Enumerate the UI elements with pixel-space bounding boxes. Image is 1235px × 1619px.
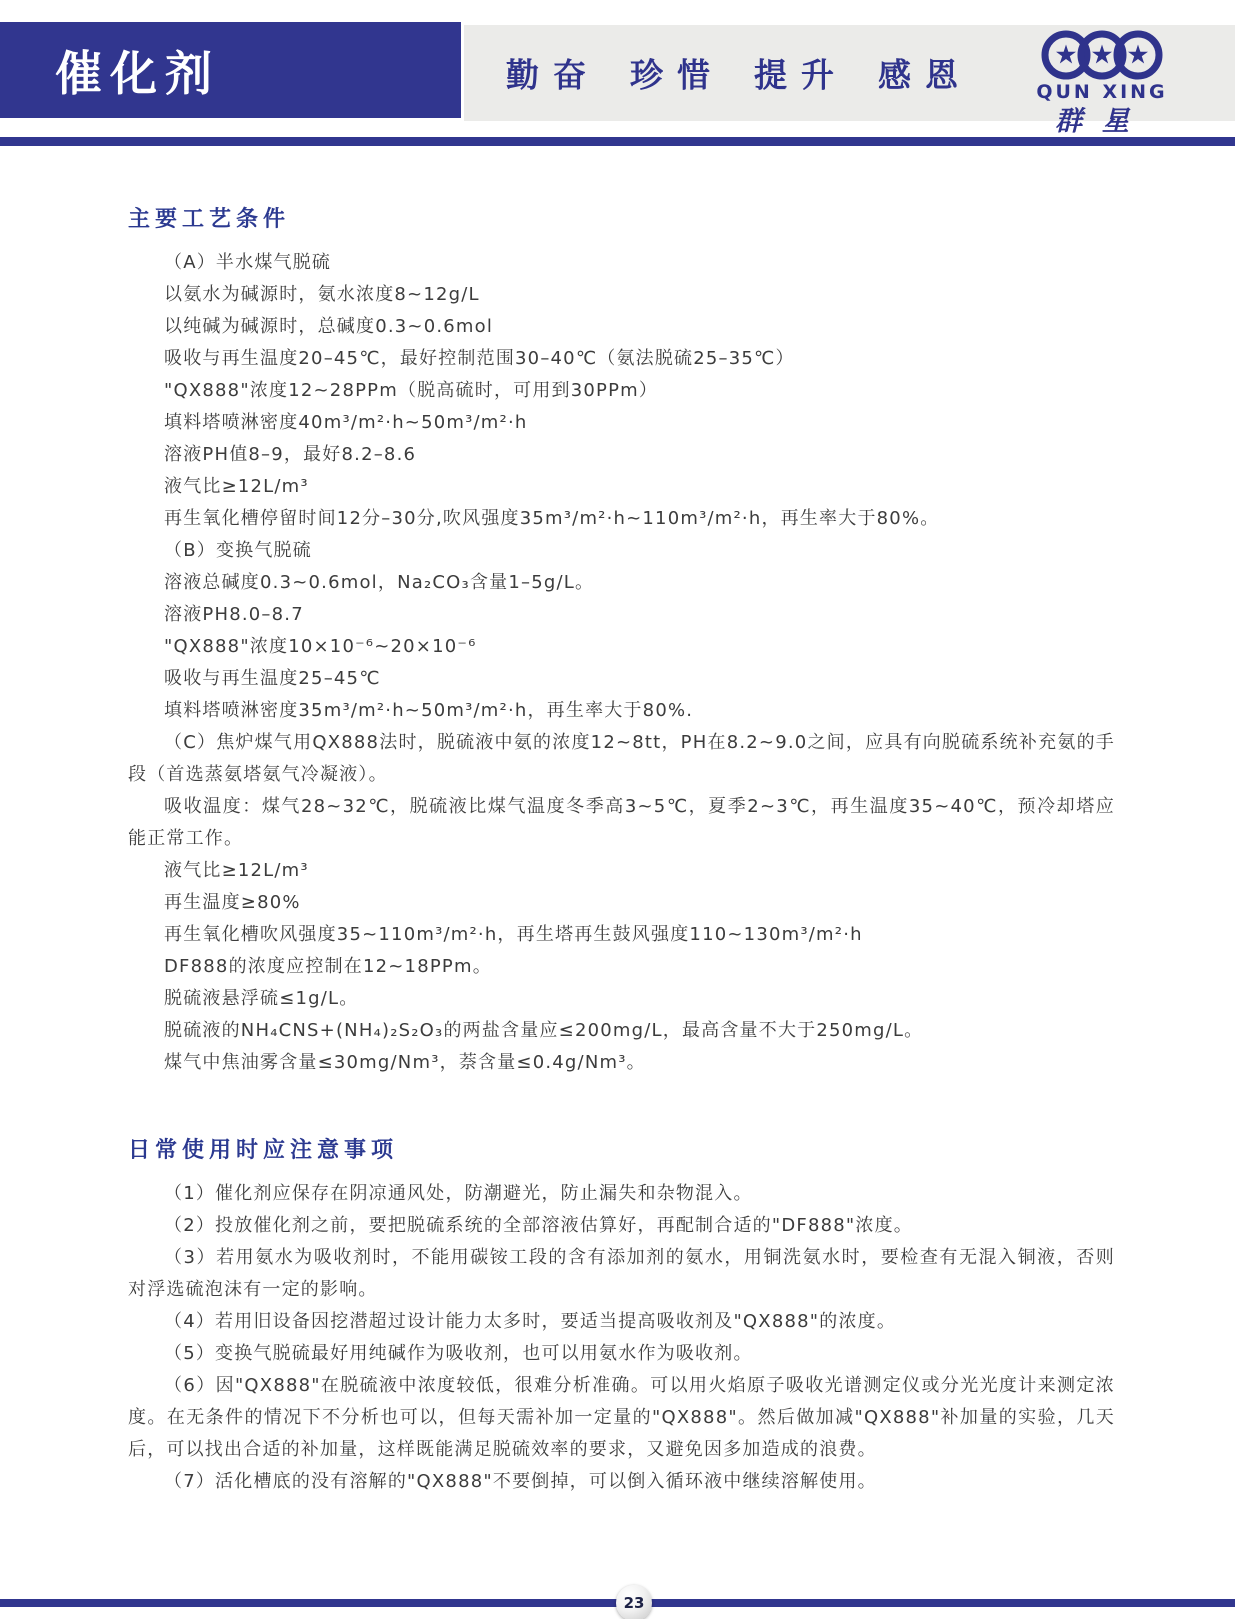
paragraph: 吸收与再生温度25–45℃: [164, 668, 381, 689]
page-number: 23: [623, 1594, 645, 1612]
paragraph: "QX888"浓度12~28PPm（脱高硫时，可用到30PPm）: [164, 380, 659, 401]
paragraph: （4）若用旧设备因挖潜超过设计能力太多时，要适当提高吸收剂及"QX888"的浓度。: [164, 1311, 897, 1332]
paragraph: 液气比≥12L/m³: [164, 476, 309, 497]
paragraph: （7）活化槽底的没有溶解的"QX888"不要倒掉，可以倒入循环液中继续溶解使用。: [164, 1471, 877, 1492]
paragraph: 填料塔喷淋密度40m³/m²·h~50m³/m²·h: [164, 412, 528, 433]
section-heading-process-conditions: 主要工艺条件: [128, 207, 291, 232]
paragraph: （3）若用氨水为吸收剂时，不能用碳铵工段的含有添加剂的氨水，用铜洗氨水时，要检查有无混入铜液，否则对浮选硫泡沫有一定的影响。: [128, 1247, 1115, 1300]
page-title: 催化剂: [55, 46, 220, 102]
page-number-badge: [616, 1585, 652, 1619]
paragraph: （5）变换气脱硫最好用纯碱作为吸收剂，也可以用氨水作为吸收剂。: [164, 1343, 753, 1364]
paragraph: 以氨水为碱源时，氨水浓度8~12g/L: [164, 284, 480, 305]
paragraph: 以纯碱为碱源时，总碱度0.3~0.6mol: [164, 316, 494, 337]
document-body: [0, 146, 1235, 1498]
paragraph: 溶液PH8.0–8.7: [164, 604, 304, 625]
paragraph: （1）催化剂应保存在阴凉通风处，防潮避光，防止漏失和杂物混入。: [164, 1183, 753, 1204]
paragraph: 填料塔喷淋密度35m³/m²·h~50m³/m²·h，再生率大于80%.: [164, 700, 694, 721]
slogan-word: 感恩: [878, 55, 972, 95]
star-icon: [1092, 45, 1112, 64]
paragraph: 液气比≥12L/m³: [164, 860, 309, 881]
slogan-word: 提升: [754, 55, 848, 95]
paragraph: 煤气中焦油雾含量≤30mg/Nm³，萘含量≤0.4g/Nm³。: [164, 1052, 646, 1073]
slogan-word: 珍惜: [630, 55, 724, 95]
star-icon: [1128, 45, 1148, 64]
paragraph: 再生氧化槽吹风强度35~110m³/m²·h，再生塔再生鼓风强度110~130m³/m²·h: [164, 924, 863, 945]
paragraph: 吸收与再生温度20–45℃，最好控制范围30–40℃（氨法脱硫25–35℃）: [164, 348, 795, 369]
paragraph: （6）因"QX888"在脱硫液中浓度较低，很难分析准确。可以用火焰原子吸收光谱测定仪或分光光度计来测定浓度。在无条件的情况下不分析也可以，但每天需补加一定量的"QX888"。然后做加减"QX888"补加量的实验，几天后，可以找出合适的补加量，这样既能满足脱硫效率的要求，又避免因多加造成的浪费。: [128, 1375, 1115, 1460]
paragraph: 吸收温度：煤气28~32℃，脱硫液比煤气温度冬季高3~5℃，夏季2~3℃，再生温度35~40℃，预冷却塔应能正常工作。: [128, 796, 1115, 849]
section-heading-daily-use-notes: 日常使用时应注意事项: [128, 1138, 399, 1163]
paragraph: （2）投放催化剂之前，要把脱硫系统的全部溶液估算好，再配制合适的"DF888"浓度。: [164, 1215, 913, 1236]
title-banner: [0, 22, 461, 118]
paragraph: （B）变换气脱硫: [164, 540, 312, 561]
paragraph: "QX888"浓度10×10⁻⁶~20×10⁻⁶: [164, 636, 477, 657]
paragraph: 溶液PH值8–9，最好8.2–8.6: [164, 444, 417, 465]
paragraph: DF888的浓度应控制在12~18PPm。: [164, 956, 492, 977]
paragraph: （C）焦炉煤气用QX888法时，脱硫液中氨的浓度12~8tt，PH在8.2~9.0之间，应具有向脱硫系统补充氨的手段（首选蒸氨塔氨气冷凝液）。: [128, 732, 1115, 785]
slogan-word: 勤奋: [506, 55, 600, 95]
paragraph: （A）半水煤气脱硫: [164, 252, 332, 273]
slogan-banner: [464, 25, 1235, 137]
logo-latin-text: QUN XING: [1036, 81, 1168, 103]
paragraph: 再生氧化槽停留时间12分–30分,吹风强度35m³/m²·h~110m³/m²·h，再生率大于80%。: [164, 508, 940, 529]
logo-chinese-text: 群星: [1055, 105, 1149, 137]
header-divider: [0, 137, 1235, 146]
paragraph: 脱硫液的NH₄CNS+(NH₄)₂S₂O₃的两盐含量应≤200mg/L，最高含量不大于250mg/L。: [164, 1020, 924, 1041]
qunxing-rings-icon: [1040, 28, 1164, 82]
paragraph: 脱硫液悬浮硫≤1g/L。: [164, 988, 359, 1009]
star-icon: [1056, 45, 1076, 64]
paragraph: 溶液总碱度0.3~0.6mol，Na₂CO₃含量1–5g/L。: [164, 572, 595, 593]
company-logo: [1017, 28, 1187, 137]
paragraph: 再生温度≥80%: [164, 892, 301, 913]
slogan: [506, 50, 972, 97]
